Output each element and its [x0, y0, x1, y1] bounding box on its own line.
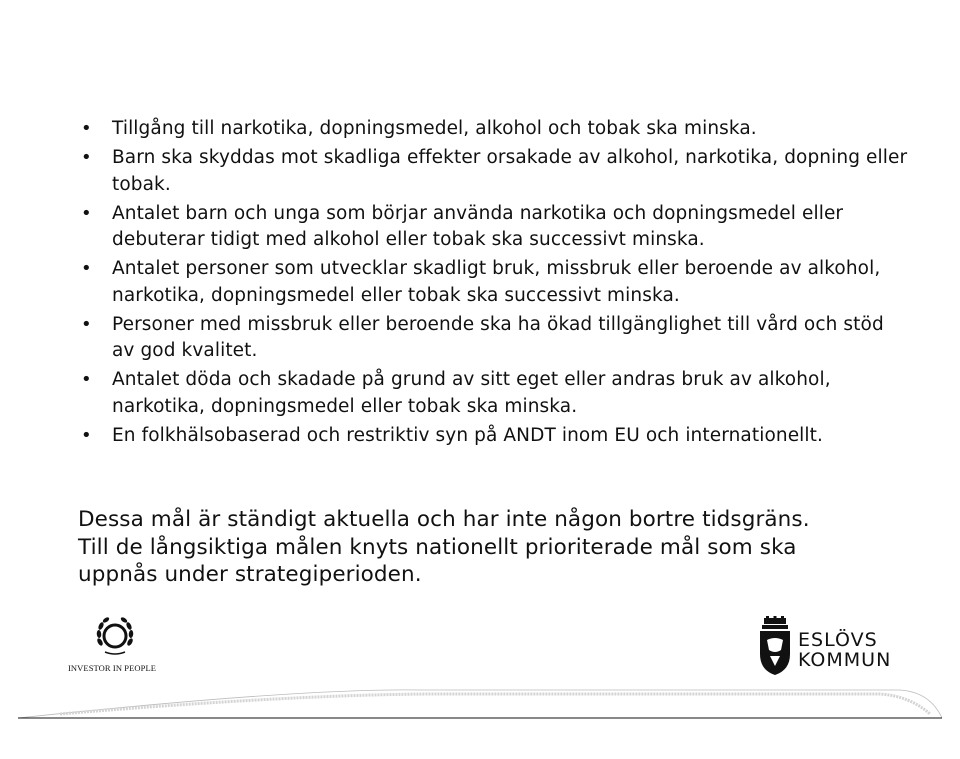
goal-text: Barn ska skyddas mot skadliga effekter orsakade av alkohol, narkotika, dopning eller tobak. — [112, 147, 908, 195]
goal-item — [78, 201, 908, 254]
investor-in-people-logo — [60, 612, 170, 676]
summary-line: uppnås under strategiperioden. — [78, 562, 422, 587]
goal-text: Tillgång till narkotika, dopningsmedel, alkohol och tobak ska minska. — [112, 118, 757, 139]
goal-text: Personer med missbruk eller beroende ska ha ökad tillgänglighet till vård och stöd av god kvalitet. — [112, 313, 884, 361]
goal-list — [78, 116, 908, 452]
goal-text: En folkhälsobaserad och restriktiv syn på ANDT inom EU och internationellt. — [112, 424, 823, 446]
bullet-icon: • — [81, 424, 92, 446]
goal-item — [78, 423, 908, 450]
goal-text: Antalet döda och skadade på grund av sitt eget eller andras bruk av alkohol, narkotika, dopningsmedel eller tobak ska minska. — [112, 369, 831, 417]
goal-item — [78, 256, 908, 309]
goal-text: Antalet barn och unga som börjar använda narkotika och dopningsmedel eller debuterar tidigt med alkohol eller tobak ska successivt minska. — [112, 202, 844, 250]
bullet-icon: • — [81, 118, 92, 139]
laurel-icon — [95, 612, 135, 660]
goal-text: Antalet personer som utvecklar skadligt bruk, missbruk eller beroende av alkohol, narkotika, dopningsmedel eller tobak ska successivt minska. — [112, 258, 881, 306]
summary-line: Dessa mål är ständigt aktuella och har inte någon bortre tidsgräns. — [78, 507, 810, 532]
bullet-icon: • — [81, 202, 92, 224]
summary-paragraph — [78, 506, 918, 589]
eslovs-kommun-logo — [758, 616, 908, 676]
bullet-icon: • — [81, 313, 92, 335]
municipality-name-line2: KOMMUN — [798, 649, 892, 671]
municipality-name-line1: ESLÖVS — [798, 629, 878, 651]
bullet-icon: • — [81, 258, 92, 279]
footer-divider — [0, 680, 960, 720]
bullet-icon: • — [81, 147, 92, 168]
bullet-icon: • — [81, 369, 92, 390]
summary-line: Till de långsiktiga målen knyts nationellt prioriterade mål som ska — [78, 534, 797, 560]
coat-of-arms-icon — [758, 616, 792, 676]
goal-item — [78, 367, 908, 420]
investor-in-people-label: INVESTOR IN PEOPLE — [68, 663, 157, 673]
goal-item — [78, 116, 908, 143]
municipality-name — [798, 630, 891, 670]
goal-item — [78, 145, 908, 198]
goal-item — [78, 312, 908, 365]
